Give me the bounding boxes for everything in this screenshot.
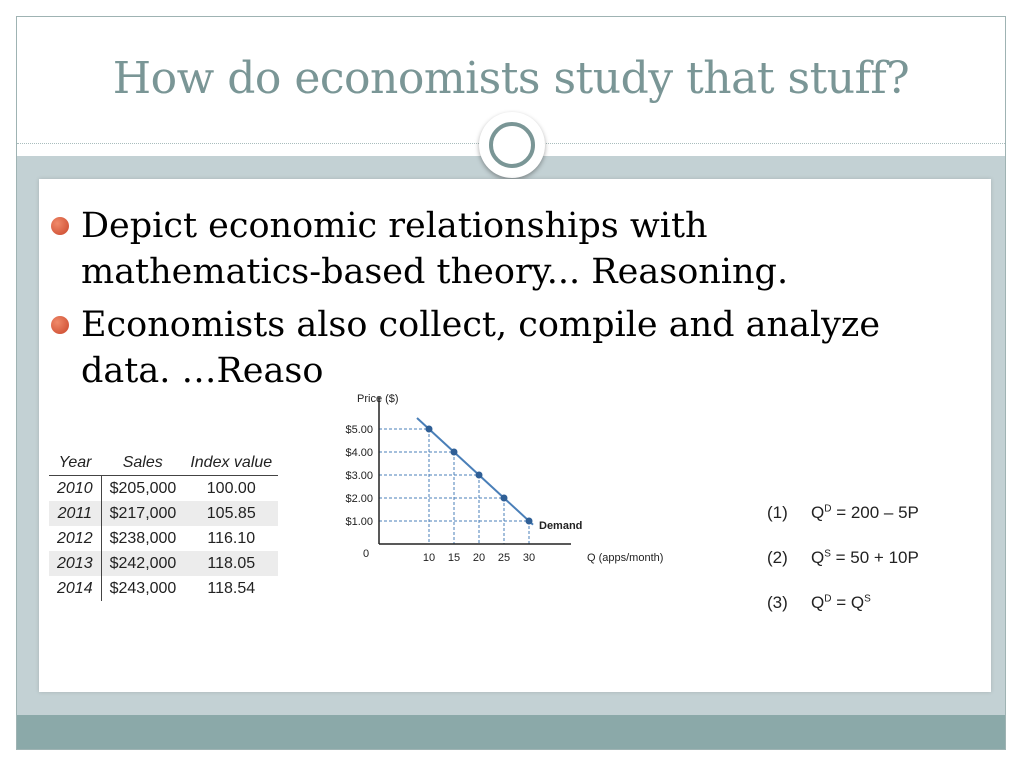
x-tick-label: 30 [522,552,536,564]
ring-icon [489,122,535,168]
table-cell-index: 116.10 [207,529,256,547]
x-tick-label: 10 [422,552,436,564]
y-axis-label: Price ($) [357,393,399,406]
x-tick-label: 15 [447,552,461,564]
equation-rhs-sup: S [864,593,871,605]
origin-label: 0 [363,548,370,560]
bullet-dot-icon [51,217,69,235]
equation-number: (2) [767,548,788,567]
bullet-item [81,302,921,394]
equation-sup: S [824,548,831,560]
table-cell-sales: $238,000 [109,529,177,547]
equation-lhs: Q [811,503,825,522]
y-tick-label: $1.00 [345,516,373,528]
equation-sup: D [824,503,832,515]
y-tick-label: $4.00 [345,447,373,459]
data-point [451,449,458,456]
table-header-year: Year [49,451,101,476]
table-cell-index: 100.00 [206,479,256,497]
circle-ornament-icon [479,112,545,178]
content-panel [39,179,991,692]
data-point [476,472,483,479]
table-cell-sales: $243,000 [109,579,177,597]
equation-lhs: Q [811,548,825,567]
bullet-text: Depict economic relationships with mathematics-based theory... Reasoning. [81,206,789,292]
bullet-text: Economists also collect, compile and analyze data. …Reaso [81,305,881,391]
equation-lhs: Q [811,593,825,612]
table-row [49,551,278,576]
x-tick-label: 20 [472,552,486,564]
sales-table [49,451,278,601]
footer-band [17,715,1005,750]
equation-rhs: = Q [831,593,865,612]
demand-chart [339,389,709,579]
table-header-sales: Sales [101,451,184,476]
equation-text [811,548,919,568]
table-cell-year: 2011 [49,501,101,526]
table-cell-year: 2010 [49,476,101,502]
table-cell-year: 2014 [49,576,101,601]
y-tick-label: $2.00 [345,493,373,505]
table-row [49,476,278,502]
table-row [49,576,278,601]
equation-rhs: = 200 – 5P [831,503,919,522]
equation-rhs: = 50 + 10P [830,548,919,567]
bullet-dot-icon [51,316,69,334]
data-point [426,426,433,433]
series-label-demand: Demand [539,520,583,532]
data-point [526,518,533,525]
demand-line [417,418,533,525]
slide-title: How do economists study that stuff? [112,53,910,104]
table-header-index: Index value [184,451,278,476]
bullet-item [81,203,921,295]
table-row [49,501,278,526]
table-cell-sales: $242,000 [101,551,184,576]
equation-text [811,503,919,523]
table-row [49,526,278,551]
x-tick-label: 25 [497,552,511,564]
equation-number: (1) [767,503,788,522]
equation-text [811,593,871,613]
table-cell-year: 2013 [49,551,101,576]
slide [16,16,1006,750]
table-cell-year: 2012 [49,526,101,551]
x-axis-label: Q (apps/month) [587,552,664,564]
y-tick-label: $5.00 [345,424,373,436]
y-tick-label: $3.00 [345,470,373,482]
equation-sup: D [824,593,832,605]
table-cell-index: 105.85 [184,501,278,526]
table-cell-sales: $205,000 [109,479,177,497]
table-cell-sales: $217,000 [101,501,184,526]
table-cell-index: 118.05 [184,551,278,576]
equation-number: (3) [767,593,788,612]
table-cell-index: 118.54 [207,579,256,597]
sales-table-image [49,451,325,601]
data-point [501,495,508,502]
